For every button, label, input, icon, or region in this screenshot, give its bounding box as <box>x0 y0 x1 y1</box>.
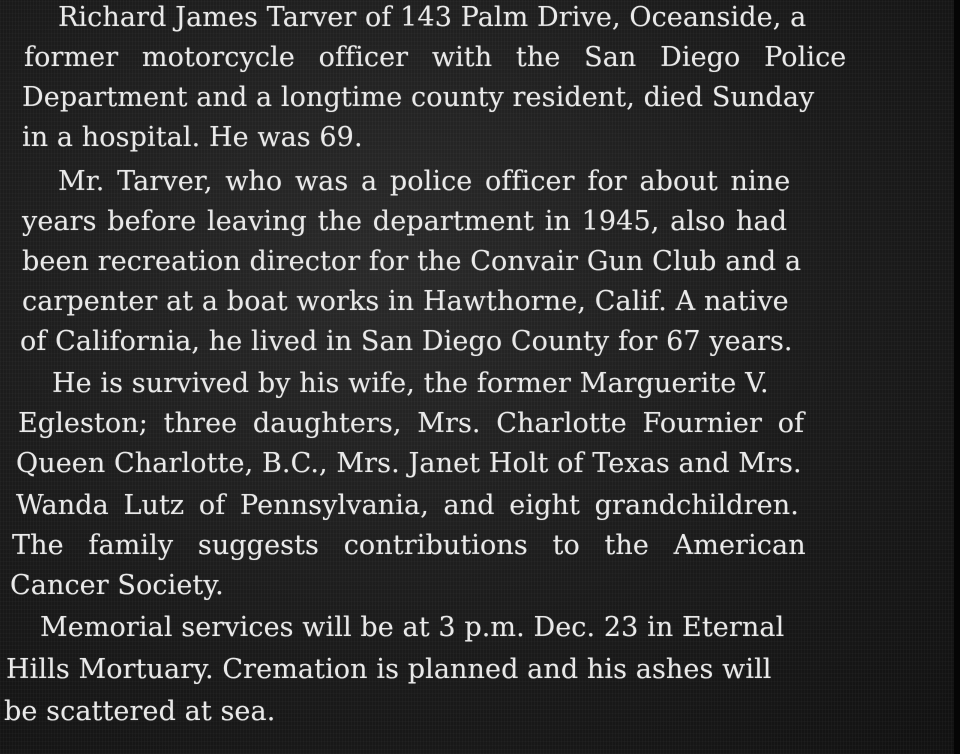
scan-edge <box>954 0 960 754</box>
text-line: be scattered at sea. <box>4 696 276 727</box>
text-line: Hills Mortuary. Cremation is planned and his ashes will <box>6 654 772 685</box>
text-line: Richard James Tarver of 143 Palm Drive, Oceanside, a <box>58 2 807 33</box>
text-line: Cancer Society. <box>10 570 224 601</box>
text-line: in a hospital. He was 69. <box>22 122 363 153</box>
text-line: Mr. Tarver, who was a police officer for about nine <box>58 166 791 197</box>
text-line: Wanda Lutz of Pennsylvania, and eight grandchildren. <box>16 490 799 521</box>
text-line: of California, he lived in San Diego County for 67 years. <box>20 326 793 357</box>
text-line: former motorcycle officer with the San Diego Police <box>24 42 847 73</box>
text-line: He is survived by his wife, the former Marguerite V. <box>52 368 769 399</box>
text-line: Egleston; three daughters, Mrs. Charlotte Fournier of <box>18 408 805 439</box>
text-line: years before leaving the department in 1945, also had <box>22 206 788 237</box>
text-line: carpenter at a boat works in Hawthorne, Calif. A native <box>22 286 789 317</box>
text-line: Department and a longtime county resident, died Sunday <box>22 82 815 113</box>
text-line: been recreation director for the Convair Gun Club and a <box>22 246 802 277</box>
text-line: Memorial services will be at 3 p.m. Dec. 23 in Eternal <box>40 612 785 643</box>
text-line: The family suggests contributions to the American <box>12 530 806 561</box>
text-line: Queen Charlotte, B.C., Mrs. Janet Holt of Texas and Mrs. <box>16 448 802 479</box>
